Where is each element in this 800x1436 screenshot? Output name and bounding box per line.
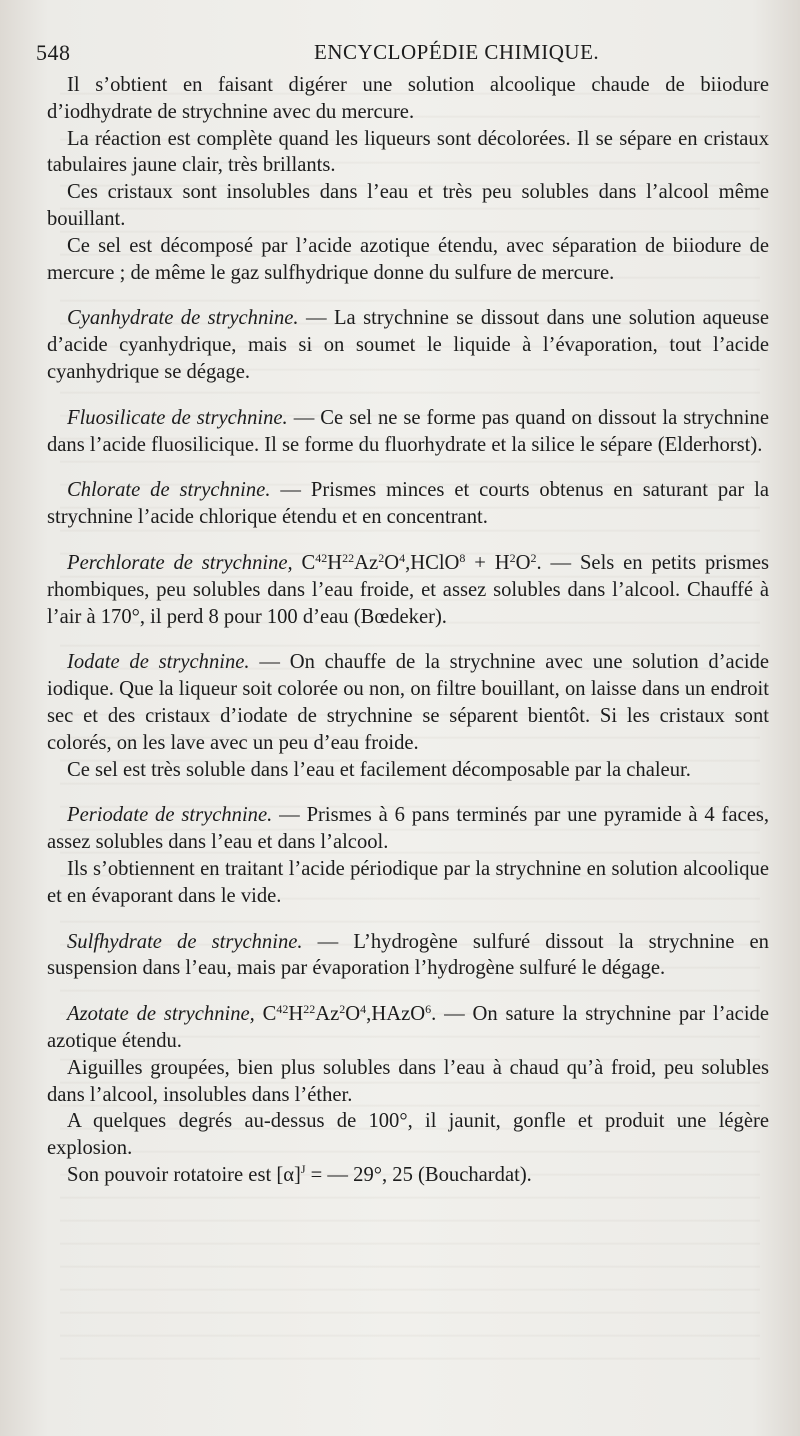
paragraph-rotatory-power: Son pouvoir rotatoire est $[\alpha]^J$ = — 29°, 25 (Bouchardat). <box>67 1161 532 1186</box>
entry-text: . — On sature la strychnine par l’acide azotique étendu. <box>47 1003 769 1052</box>
entry-cyanhydrate <box>47 305 769 385</box>
entry-periodate <box>47 802 769 856</box>
entry-term: Sulfhydrate de strychnine. <box>67 930 303 953</box>
entry-text: . — Sels en petits prismes rhombiques, peu solubles dans l’eau froide, et assez solubles dans l’alcool. Chauffé à l’air à 170°, il perd 8 pour 100 d’eau (Bœdeker). <box>47 551 770 628</box>
entry-text: — L’hydrogène sulfuré dissout la strychnine en suspension dans l’eau, mais par évaporation l’hydrogène sulfuré le dégage. <box>47 930 769 980</box>
page-number: 548 <box>36 40 71 65</box>
entry-text: — Ce sel ne se forme pas quand on dissout la strychnine dans l’acide fluosilicique. Il se forme du fluorhydrate et la silice le sépare (Elderhorst). <box>47 406 769 456</box>
entry-term: Cyanhydrate de strychnine. <box>67 307 299 330</box>
running-head: ENCYCLOPÉDIE CHIMIQUE. <box>314 40 600 64</box>
entry-term: Fluosilicate de strychnine. <box>67 406 288 429</box>
paragraph: Ce sel est décomposé par l’acide azotique étendu, avec séparation de biiodure de mercure ; de même le gaz sulfhydrique donne du sulfure de mercure. <box>47 234 769 284</box>
entry-term: Azotate de strychnine, <box>67 1003 255 1026</box>
entry-term: Chlorate de strychnine. <box>67 479 271 502</box>
formula: $C^{42}H^{22}Az^2O^4,HClO^8 + H^2O^2$ <box>292 550 537 574</box>
entry-term: Perchlorate de strychnine, <box>67 551 293 574</box>
entry-sulfhydrate <box>47 929 769 983</box>
paragraph: A quelques degrés au-dessus de 100°, il jaunit, gonfle et produit une légère explosion. <box>47 1110 769 1160</box>
entry-text: — On chauffe de la strychnine avec une solution d’acide iodique. Que la liqueur soit colorée ou non, on filtre bouillant, on laisse dans un endroit sec et des cristaux d’iodate de strychnine se séparent bientôt. Si les cristaux sont colorés, on les lave avec un peu d’eau froide. <box>47 651 769 754</box>
entry-fluosilicate <box>47 405 769 459</box>
entry-chlorate <box>47 477 769 531</box>
entry-text: — La strychnine se dissout dans une solution aqueuse d’acide cyanhydrique, mais si on soumet le liquide à l’évaporation, tout l’acide cyanhydrique se dégage. <box>47 307 769 383</box>
paragraph: Il s’obtient en faisant digérer une solution alcoolique chaude de biiodure d’iodhydrate de strychnine avec du mercure. <box>47 74 769 123</box>
paragraph: Aiguilles groupées, bien plus solubles dans l’eau à chaud qu’à froid, peu solubles dans l’alcool, insolubles dans l’éther. <box>47 1056 769 1106</box>
paragraph: Ce sel est très soluble dans l’eau et facilement décomposable par la chaleur. <box>67 758 691 781</box>
entry-perchlorate <box>47 550 769 630</box>
entry-iodate <box>47 649 769 756</box>
entry-term: Periodate de strychnine. <box>67 804 273 827</box>
formula: $C^{42}H^{22}Az^2O^4,HAzO^6$ <box>254 1002 432 1026</box>
entry-text: — Prismes à 6 pans terminés par une pyramide à 4 faces, assez solubles dans l’eau et dans l’alcool. <box>47 804 769 854</box>
paragraph: Ils s’obtiennent en traitant l’acide périodique par la strychnine en solution alcoolique et en évaporant dans le vide. <box>47 857 769 907</box>
entry-text: — Prismes minces et courts obtenus en saturant par la strychnine l’acide chlorique étendu et en concentrant. <box>47 479 769 529</box>
entry-azotate <box>47 1001 769 1055</box>
paragraph: Ces cristaux sont insolubles dans l’eau et très peu solubles dans l’alcool même bouillant. <box>47 181 769 230</box>
body-text <box>47 72 769 1189</box>
entry-term: Iodate de strychnine. <box>67 651 250 674</box>
paragraph: La réaction est complète quand les liqueurs sont décolorées. Il se sépare en cristaux tabulaires jaune clair, très brillants. <box>47 127 769 177</box>
page-header <box>36 36 766 66</box>
